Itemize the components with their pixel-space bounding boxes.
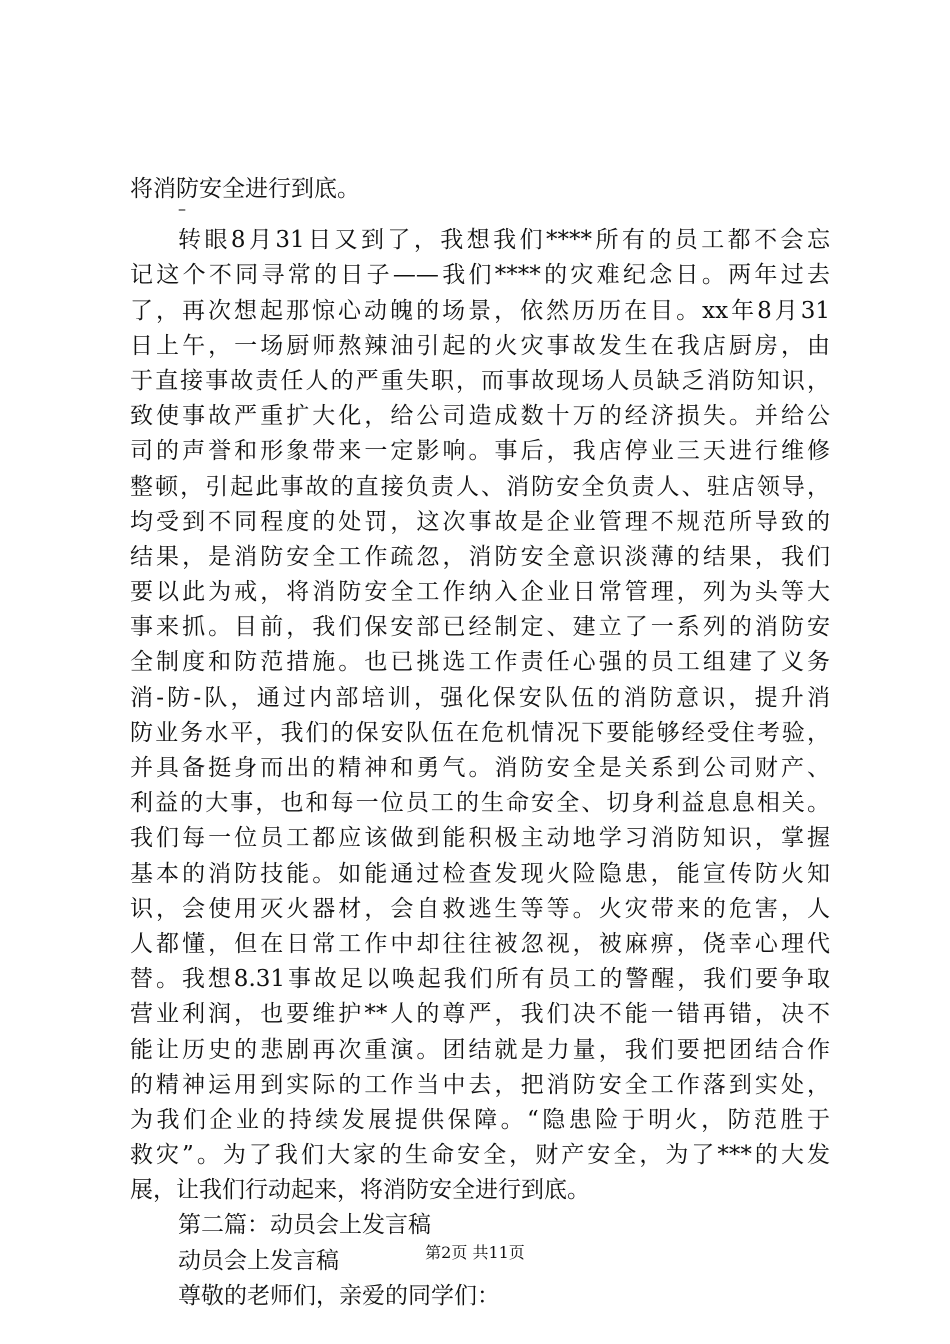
text-line: 第二篇：动员会上发言稿	[178, 1212, 431, 1239]
text-line: 将消防安全进行到底。	[130, 176, 360, 202]
text-line: 于直接事故责任人的严重失职，而事故现场人员缺乏消防知识，	[130, 367, 830, 394]
text-line: 防业务水平，我们的保安队伍在危机情况下要能够经受住考验，	[130, 719, 830, 746]
text-line: 日上午，一场厨师熬辣油引起的火灾事故发生在我店厨房，由	[130, 332, 830, 359]
text-line: 救灾”。为了我们大家的生命安全，财产安全，为了***的大发	[130, 1142, 830, 1169]
text-line: 事来抓。目前，我们保安部已经制定、建立了一系列的消防安	[130, 614, 830, 641]
text-line: 转眼8月31日又到了，我想我们****所有的员工都不会忘	[178, 227, 830, 254]
text-line: 动员会上发言稿	[178, 1247, 339, 1274]
text-line: 致使事故严重扩大化，给公司造成数十万的经济损失。并给公	[130, 403, 830, 430]
text-line: 整顿，引起此事故的直接负责人、消防安全负责人、驻店领导，	[130, 473, 830, 500]
text-line: 营业利润，也要维护**人的尊严，我们决不能一错再错，决不	[130, 1001, 830, 1028]
text-line: 我们每一位员工都应该做到能积极主动地学习消防知识，掌握	[130, 825, 830, 852]
text-line: 利益的大事，也和每一位员工的生命安全、切身利益息息相关。	[130, 790, 830, 817]
text-line: 为我们企业的持续发展提供保障。“隐患险于明火，防范胜于	[130, 1106, 830, 1133]
text-line: 并具备挺身而出的精神和勇气。消防安全是关系到公司财产、	[130, 755, 830, 781]
text-line: 人都懂，但在日常工作中却往往被忽视，被麻痹，侥幸心理代	[130, 930, 830, 957]
text-line: 尊敬的老师们，亲爱的同学们：	[178, 1282, 500, 1309]
text-line: 替。我想8.31事故足以唤起我们所有员工的警醒，我们要争取	[130, 966, 830, 993]
text-line: 全制度和防范措施。也已挑选工作责任心强的员工组建了义务	[130, 649, 830, 676]
text-line: 消-防-队，通过内部培训，强化保安队伍的消防意识，提升消	[130, 684, 830, 711]
text-line: 司的声誉和形象带来一定影响。事后，我店停业三天进行维修	[130, 438, 830, 465]
text-line: 的精神运用到实际的工作当中去，把消防安全工作落到实处，	[130, 1071, 830, 1098]
text-line: 记这个不同寻常的日子——我们****的灾难纪念日。两年过去	[130, 262, 830, 289]
separator-mark: –	[178, 199, 186, 219]
text-line: 基本的消防技能。如能通过检查发现火险隐患，能宣传防火知	[130, 860, 830, 887]
text-line: 识，会使用灭火器材，会自救逃生等等。火灾带来的危害，人	[130, 895, 830, 922]
text-line: 能让历史的悲剧再次重演。团结就是力量，我们要把团结合作	[130, 1036, 830, 1063]
text-line: 展，让我们行动起来，将消防安全进行到底。	[130, 1177, 590, 1204]
text-line: 了，再次想起那惊心动魄的场景，依然历历在目。xx年8月31	[130, 297, 830, 324]
text-line: 结果，是消防安全工作疏忽，消防安全意识淡薄的结果，我们	[130, 543, 830, 570]
text-line: 均受到不同程度的处罚，这次事故是企业管理不规范所导致的	[130, 508, 830, 535]
document-body	[130, 172, 830, 1314]
text-line: 要以此为戒，将消防安全工作纳入企业日常管理，列为头等大	[130, 579, 830, 606]
page-footer: 第2页 共11页	[425, 1243, 525, 1262]
